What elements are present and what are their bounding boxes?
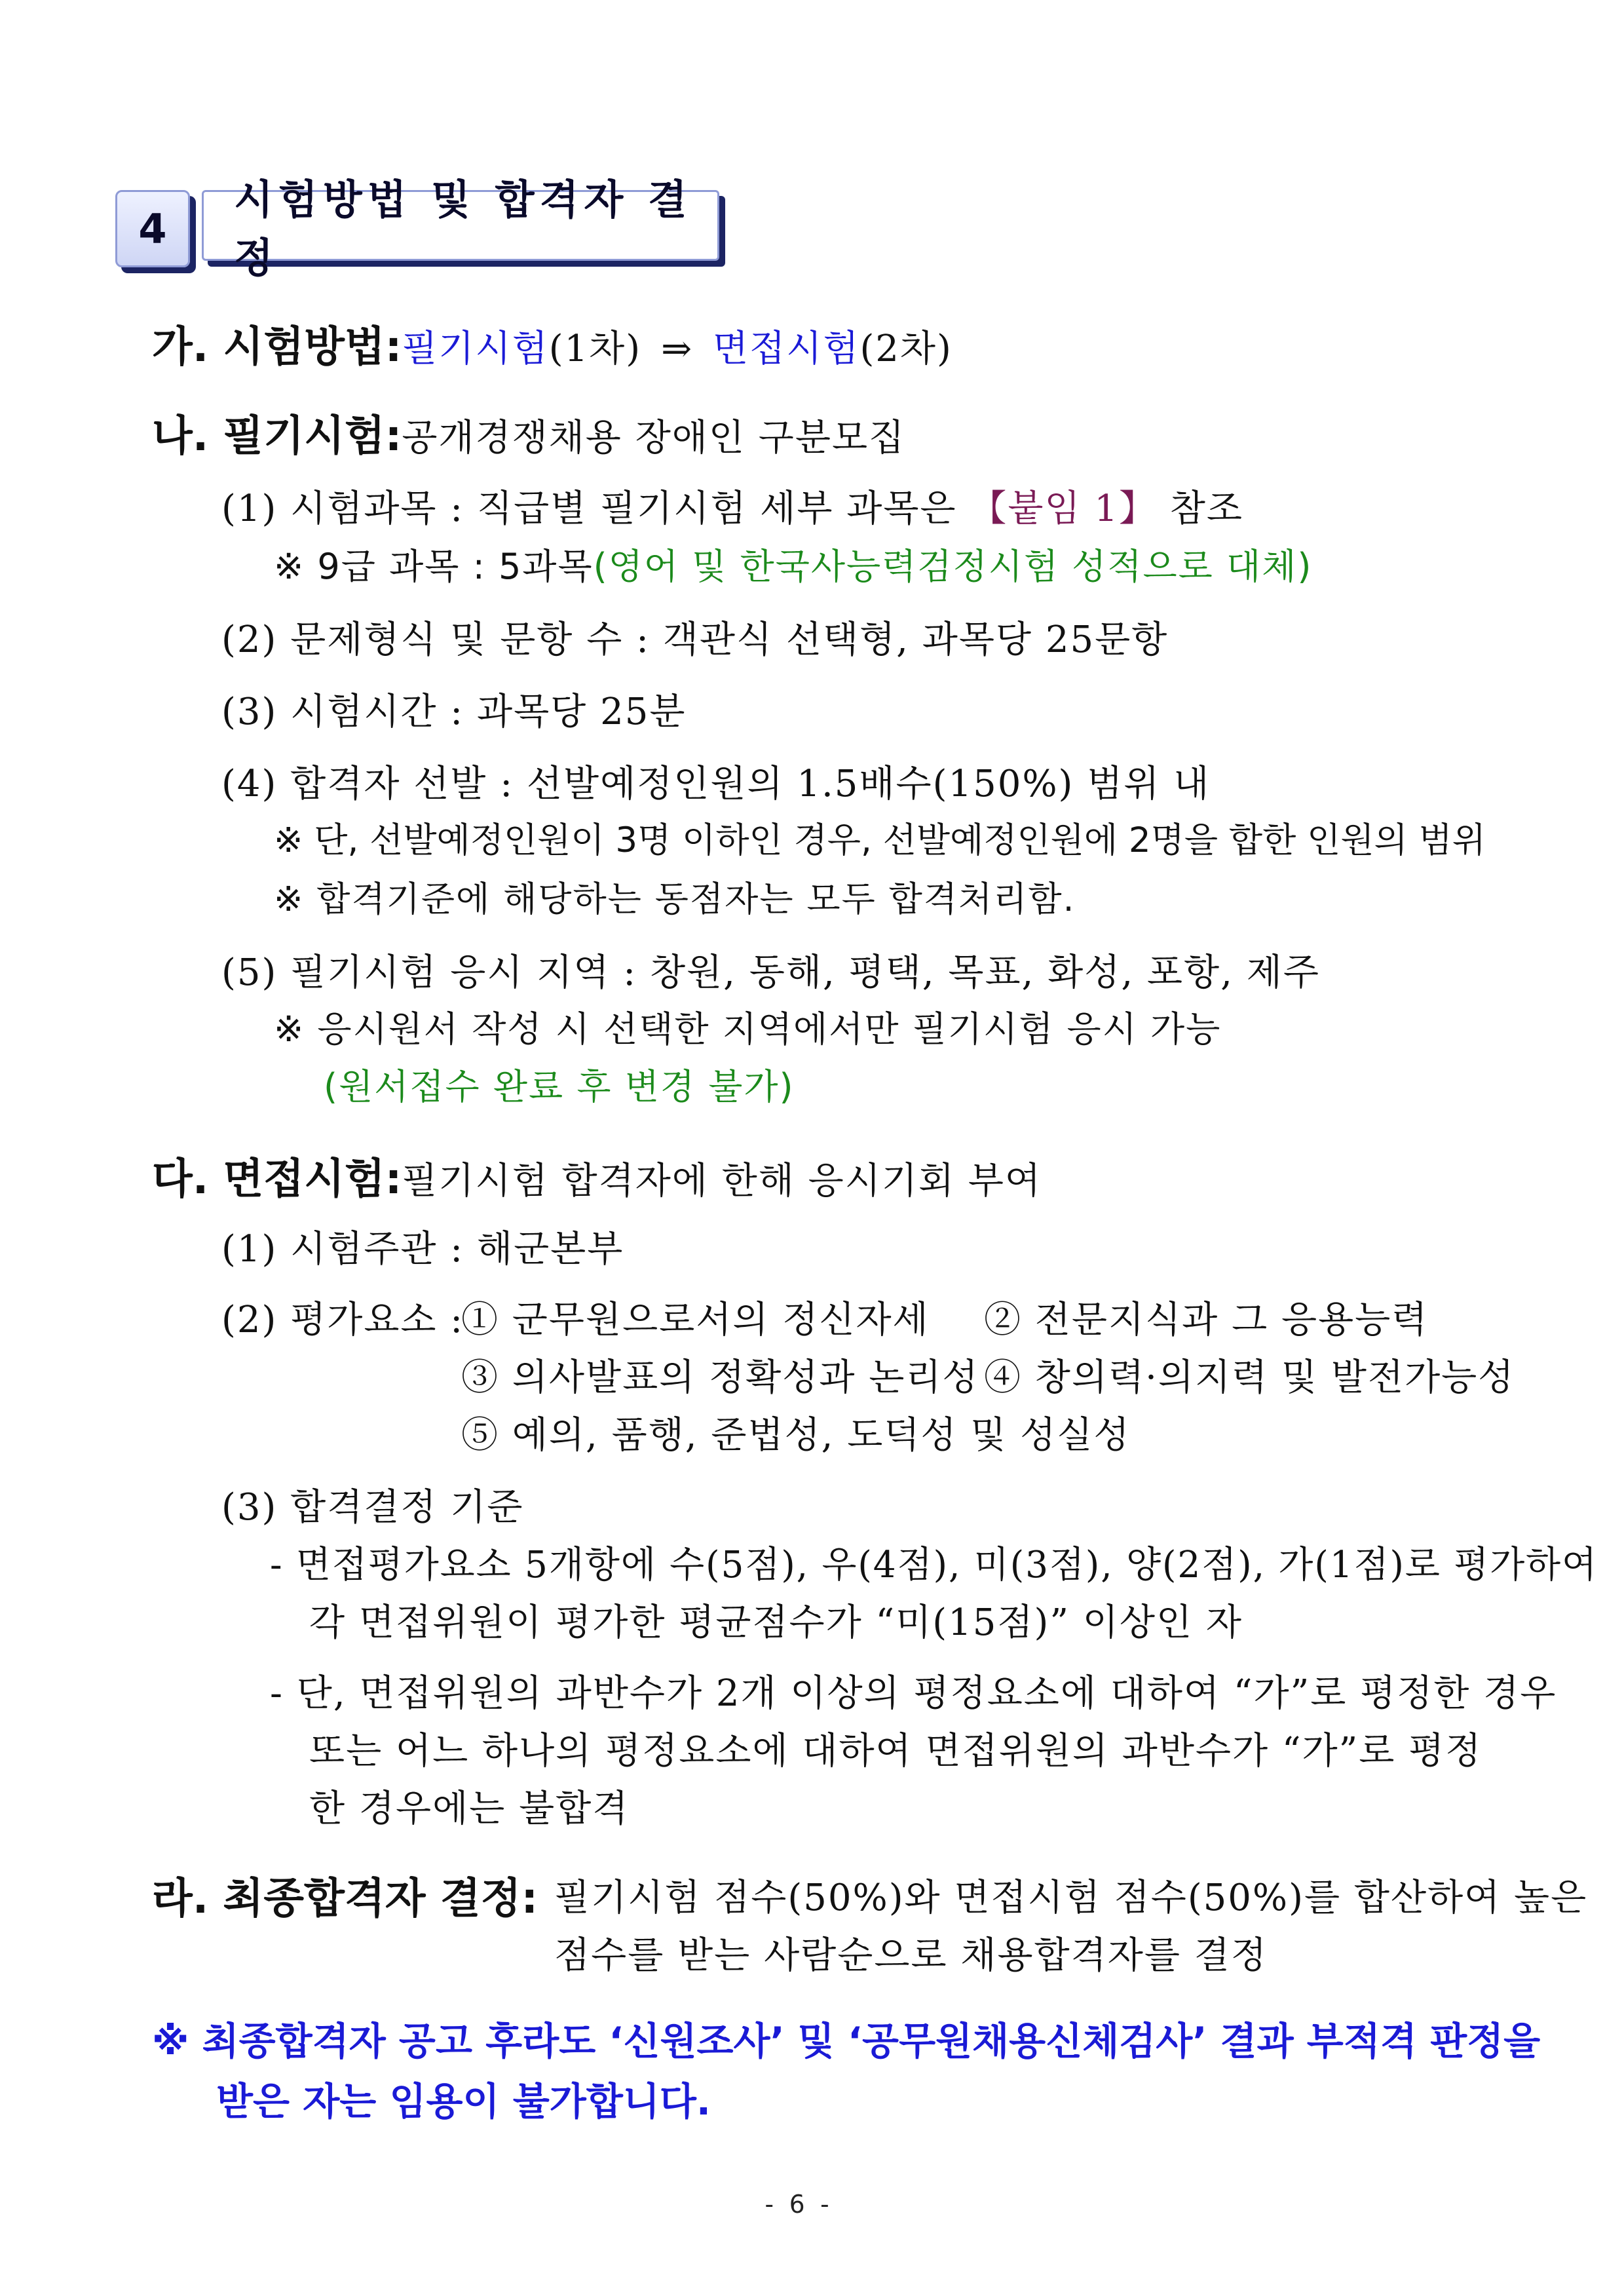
page-number: - 6 - (765, 2190, 833, 2219)
da-item-2-e4: ④ 창의력·의지력 및 발전가능성 (984, 1356, 1515, 1399)
na-item-1 (221, 480, 1243, 532)
ga-written-round: (1차) (548, 328, 642, 370)
na-item-1-pre: (1) 시험과목 : 직급별 필기시험 세부 과목은 (221, 488, 970, 530)
na-item-5-note: ※ 응시원서 작성 시 선택한 지역에서만 필기시험 응시 가능 (274, 1008, 1222, 1050)
ga-label: 가. 시험방법 (152, 323, 385, 372)
na-item-1-ref: 【붙임 1】 (970, 488, 1157, 530)
na-item-1-note (274, 539, 1312, 589)
final-note-line-2: 받은 자는 임용이 불가합니다. (216, 2079, 711, 2124)
na-item-5: (5) 필기시험 응시 지역 : 창원, 동해, 평택, 목표, 화성, 포항, 제주 (221, 951, 1320, 994)
da-item-3-bullet-2-line-3: 한 경우에는 불합격 (309, 1788, 630, 1830)
ga-interview: 면접시험 (713, 328, 860, 370)
da-item-2-e5: ⑤ 예의, 품행, 준법성, 도덕성 및 성실성 (461, 1414, 1131, 1457)
na-item-1-post: 참조 (1156, 488, 1243, 530)
ra-colon: : (521, 1875, 538, 1923)
ga-colon: : (385, 323, 402, 372)
da-item-1: (1) 시험주관 : 해군본부 (221, 1228, 624, 1271)
na-colon: : (385, 412, 402, 461)
section-number-badge (115, 190, 190, 267)
ra-heading-row (152, 1865, 538, 1925)
na-label: 나. 필기시험 (152, 412, 385, 461)
section-title-box (202, 176, 719, 282)
na-item-1-note-pre: ※ 9급 과목 : 5과목 (274, 546, 594, 587)
da-item-2-e3: ③ 의사발표의 정확성과 논리성 (461, 1356, 979, 1399)
da-item-3-bullet-2-line-2: 또는 어느 하나의 평정요소에 대하여 면접위원의 과반수가 “가”로 평정 (309, 1730, 1482, 1772)
da-colon: : (385, 1155, 402, 1204)
da-item-3-bullet-2-line-1: - 단, 면접위원의 과반수가 2개 이상의 평정요소에 대하여 “가”로 평정한 경우 (270, 1672, 1557, 1715)
ga-written: 필기시험 (402, 328, 549, 370)
na-item-2: (2) 문제형식 및 문항 수 : 객관식 선택형, 과목당 25문항 (221, 619, 1169, 661)
na-item-3: (3) 시험시간 : 과목당 25분 (221, 691, 687, 733)
ra-label: 라. 최종합격자 결정 (152, 1875, 521, 1923)
da-item-2-label: (2) 평가요소 : (221, 1299, 464, 1341)
ga-interview-round: (2차) (859, 328, 953, 370)
final-note-line-1: ※ 최종합격자 공고 후라도 ‘신원조사’ 및 ‘공무원채용신체검사’ 결과 부적격 판정을 (152, 2019, 1541, 2063)
na-item-4-note-2: ※ 합격기준에 해당하는 동점자는 모두 합격처리함. (274, 879, 1076, 919)
da-item-2-e2: ② 전문지식과 그 응용능력 (984, 1299, 1429, 1341)
section-title: 시험방법 및 합격자 결정 (234, 176, 692, 282)
da-item-2-e1: ① 군무원으로서의 정신자세 (461, 1299, 930, 1341)
da-item-3-label: (3) 합격결정 기준 (221, 1486, 524, 1529)
da-desc: 필기시험 합격자에 한해 응시기회 부여 (402, 1160, 1042, 1202)
section-number: 4 (138, 204, 167, 253)
na-item-4-note-1: ※ 단, 선발예정인원이 3명 이하인 경우, 선발예정인원에 2명을 합한 인원의 범위 (274, 820, 1486, 860)
da-label: 다. 면접시험 (152, 1155, 385, 1204)
ra-desc-line-2: 점수를 받는 사람순으로 채용합격자를 결정 (554, 1934, 1268, 1977)
na-item-4: (4) 합격자 선발 : 선발예정인원의 1.5배수(150%) 범위 내 (221, 763, 1211, 805)
na-item-5-note-green: (원서접수 완료 후 변경 불가) (324, 1066, 795, 1107)
ra-desc-line-1: 필기시험 점수(50%)와 면접시험 점수(50%)를 합산하여 높은 (554, 1877, 1588, 1919)
na-heading-row (152, 402, 905, 463)
da-heading-row (152, 1145, 1042, 1206)
da-item-3-bullet-1-line-2: 각 면접위원이 평가한 평균점수가 “미(15점)” 이상인 자 (309, 1601, 1243, 1644)
ga-heading-row (152, 313, 953, 373)
na-item-1-note-green: (영어 및 한국사능력검정시험 성적으로 대체) (593, 546, 1313, 587)
na-desc: 공개경쟁채용 장애인 구분모집 (402, 417, 906, 459)
da-item-3-bullet-1-line-1: - 면접평가요소 5개항에 수(5점), 우(4점), 미(3점), 양(2점), 가(1점)로 평가하여 (270, 1544, 1598, 1586)
ga-arrow: ⇒ (661, 328, 694, 370)
